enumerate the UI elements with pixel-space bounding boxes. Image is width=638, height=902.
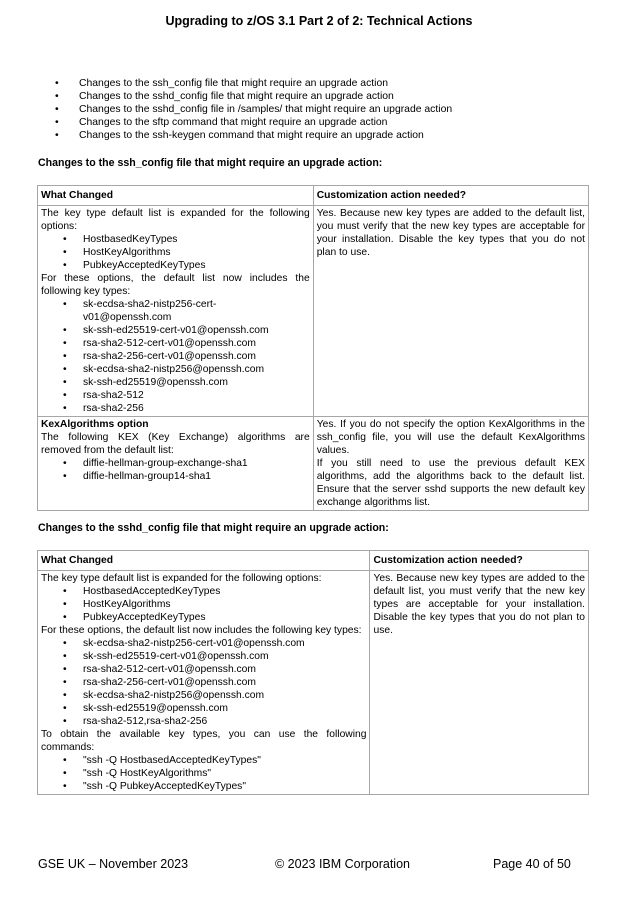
column-header-what-changed: What Changed <box>38 551 370 571</box>
table-header-row <box>38 186 589 206</box>
cell-text: To obtain the available key types, you can use the following commands: <box>41 729 367 753</box>
table-row <box>38 417 589 511</box>
commands-list <box>41 754 366 793</box>
list-item: • rsa-sha2-512-cert-v01@openssh.com <box>41 663 366 676</box>
list-item: • rsa-sha2-512 <box>41 389 310 402</box>
list-item: • sk-ecdsa-sha2-nistp256@openssh.com <box>41 689 366 702</box>
list-item: • Changes to the sshd_config file that might require an upgrade action <box>55 90 452 103</box>
cell-text: The following KEX (Key Exchange) algorithms are removed from the default list: <box>41 432 310 456</box>
key-types-list <box>41 298 310 415</box>
ssh-config-table <box>37 185 589 511</box>
footer-left: GSE UK – November 2023 <box>38 857 189 871</box>
cell-text: If you still need to use the previous default KEX algorithms, add the algorithms back to the default list. Ensure that the server sshd supports the new default key exchange algorithms list. <box>316 458 585 508</box>
action-cell <box>313 417 588 511</box>
algorithms-list <box>41 457 310 483</box>
list-item: • HostKeyAlgorithms <box>41 246 310 259</box>
list-item: • HostbasedAcceptedKeyTypes <box>41 585 366 598</box>
options-list <box>41 233 310 272</box>
list-item: • Changes to the sshd_config file in /samples/ that might require an upgrade action <box>55 103 452 116</box>
list-item: • diffie-hellman-group14-sha1 <box>41 470 310 483</box>
list-item: • PubkeyAcceptedKeyTypes <box>41 611 366 624</box>
intro-list <box>55 77 452 142</box>
list-item: • sk-ssh-ed25519-cert-v01@openssh.com <box>41 324 310 337</box>
list-item: • Changes to the sftp command that might require an upgrade action <box>55 116 452 129</box>
table-header-row <box>38 551 589 571</box>
table-row <box>38 206 589 417</box>
cell-text: For these options, the default list now includes the following key types: <box>41 273 310 297</box>
list-item: • rsa-sha2-512-cert-v01@openssh.com <box>41 337 310 350</box>
cell-text: The key type default list is expanded for the following options: <box>41 208 310 232</box>
cell-text: For these options, the default list now includes the following key types: <box>41 625 362 636</box>
footer-copyright: © 2023 IBM Corporation <box>275 857 410 871</box>
options-list <box>41 585 366 624</box>
list-item: • rsa-sha2-256-cert-v01@openssh.com <box>41 350 310 363</box>
list-item: • Changes to the ssh-keygen command that might require an upgrade action <box>55 129 452 142</box>
list-item: • sk-ssh-ed25519@openssh.com <box>41 376 310 389</box>
list-item: • rsa-sha2-256-cert-v01@openssh.com <box>41 676 366 689</box>
list-item: • rsa-sha2-256 <box>41 402 310 415</box>
list-item: • sk-ssh-ed25519@openssh.com <box>41 702 366 715</box>
table-row <box>38 571 589 795</box>
list-item: • "ssh -Q HostKeyAlgorithms" <box>41 767 366 780</box>
sshd-config-table <box>37 550 589 795</box>
what-changed-cell <box>38 206 314 417</box>
list-item: • diffie-hellman-group-exchange-sha1 <box>41 457 310 470</box>
list-item: • sk-ssh-ed25519-cert-v01@openssh.com <box>41 650 366 663</box>
key-types-list <box>41 637 366 728</box>
page-header: Upgrading to z/OS 3.1 Part 2 of 2: Technical Actions <box>165 14 473 28</box>
list-item: • HostKeyAlgorithms <box>41 598 366 611</box>
list-item: • HostbasedKeyTypes <box>41 233 310 246</box>
list-item: • sk-ecdsa-sha2-nistp256@openssh.com <box>41 363 310 376</box>
section-heading-sshd-config: Changes to the sshd_config file that might require an upgrade action: <box>38 522 389 534</box>
cell-text: The key type default list is expanded for the following options: <box>41 573 322 584</box>
what-changed-cell <box>38 571 370 795</box>
list-item: • sk-ecdsa-sha2-nistp256-cert-v01@openssh.com <box>41 298 310 324</box>
column-header-what-changed: What Changed <box>38 186 314 206</box>
section-heading-ssh-config: Changes to the ssh_config file that might require an upgrade action: <box>38 157 383 169</box>
list-item: • rsa-sha2-512,rsa-sha2-256 <box>41 715 366 728</box>
what-changed-cell <box>38 417 314 511</box>
list-item: • sk-ecdsa-sha2-nistp256-cert-v01@openssh.com <box>41 637 366 650</box>
action-cell: Yes. Because new key types are added to the default list, you must verify that the new key types are acceptable for your installation. Disable the key types that you do not plan to use. <box>313 206 588 417</box>
cell-title: KexAlgorithms option <box>41 419 149 430</box>
column-header-action: Customization action needed? <box>370 551 589 571</box>
list-item: • "ssh -Q PubkeyAcceptedKeyTypes" <box>41 780 366 793</box>
action-cell: Yes. Because new key types are added to the default list, you must verify that the new key types are acceptable for your installation. Disable the key types that you do not plan to use. <box>370 571 589 795</box>
footer-page-number: Page 40 of 50 <box>493 857 571 871</box>
column-header-action: Customization action needed? <box>313 186 588 206</box>
list-item: • Changes to the ssh_config file that might require an upgrade action <box>55 77 452 90</box>
cell-text: Yes. If you do not specify the option KexAlgorithms in the ssh_config file, you will use the default KexAlgorithms values. <box>316 419 585 456</box>
list-item: • PubkeyAcceptedKeyTypes <box>41 259 310 272</box>
list-item: • "ssh -Q HostbasedAcceptedKeyTypes" <box>41 754 366 767</box>
